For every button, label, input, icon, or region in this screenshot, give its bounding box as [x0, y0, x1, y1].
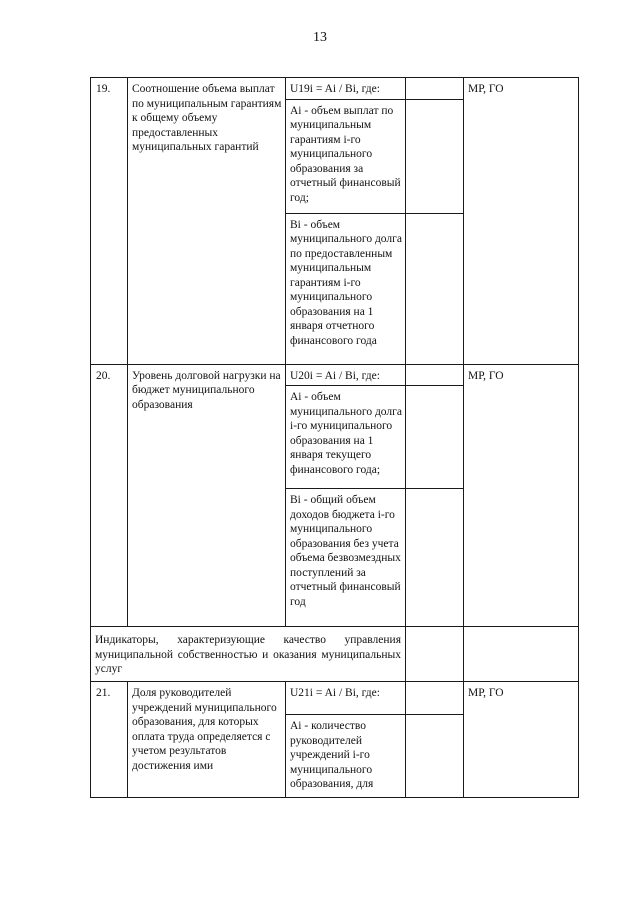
blank-cell — [406, 386, 464, 489]
variable-b-definition: Bi - объем муниципального долга по предоставленным муниципальным гарантиям i-го муниципального образования на 1 января отчетного финансового года — [286, 213, 406, 364]
blank-cell — [406, 99, 464, 213]
section-heading: Индикаторы, характеризующие качество управления муниципальной собственностью и оказания муниципальных услуг — [91, 627, 406, 682]
variable-b-definition: Bi - общий объем доходов бюджета i-го муниципального образования без учета объема безвозмездных поступлений за отчетный финансовый год — [286, 489, 406, 627]
variable-a-definition: Ai - объем выплат по муниципальным гарантиям i-го муниципального образования за отчетный финансовый год; — [286, 99, 406, 213]
blank-cell — [406, 364, 464, 386]
formula-cell: U19i = Ai / Bi, где: — [286, 78, 406, 100]
formula-cell: U21i = Ai / Bi, где: — [286, 682, 406, 715]
indicator-name: Соотношение объема выплат по муниципальным гарантиям к общему объему предоставленных муниципальных гарантий — [128, 78, 286, 365]
level-cell: МР, ГО — [464, 78, 579, 365]
blank-cell — [406, 489, 464, 627]
section-row — [91, 627, 579, 682]
page-number: 13 — [313, 30, 327, 45]
row-number: 21. — [91, 682, 128, 798]
blank-cell — [406, 78, 464, 100]
blank-cell — [464, 627, 579, 682]
table-row-20 — [91, 364, 579, 386]
row-number: 19. — [91, 78, 128, 365]
blank-cell — [406, 627, 464, 682]
level-cell: МР, ГО — [464, 364, 579, 627]
blank-cell — [406, 213, 464, 364]
indicator-name: Уровень долговой нагрузки на бюджет муниципального образования — [128, 364, 286, 627]
blank-cell — [406, 715, 464, 798]
table-row-21 — [91, 682, 579, 715]
variable-a-definition: Ai - объем муниципального долга i-го муниципального образования на 1 января текущего финансового года; — [286, 386, 406, 489]
indicator-name: Доля руководителей учреждений муниципального образования, для которых оплата труда определяется с учетом результатов достижения ими — [128, 682, 286, 798]
table-row-19 — [91, 78, 579, 100]
blank-cell — [406, 682, 464, 715]
row-number: 20. — [91, 364, 128, 627]
indicators-table — [90, 77, 579, 798]
level-cell: МР, ГО — [464, 682, 579, 798]
variable-a-definition: Ai - количество руководителей учреждений i-го муниципального образования, для — [286, 715, 406, 798]
formula-cell: U20i = Ai / Bi, где: — [286, 364, 406, 386]
